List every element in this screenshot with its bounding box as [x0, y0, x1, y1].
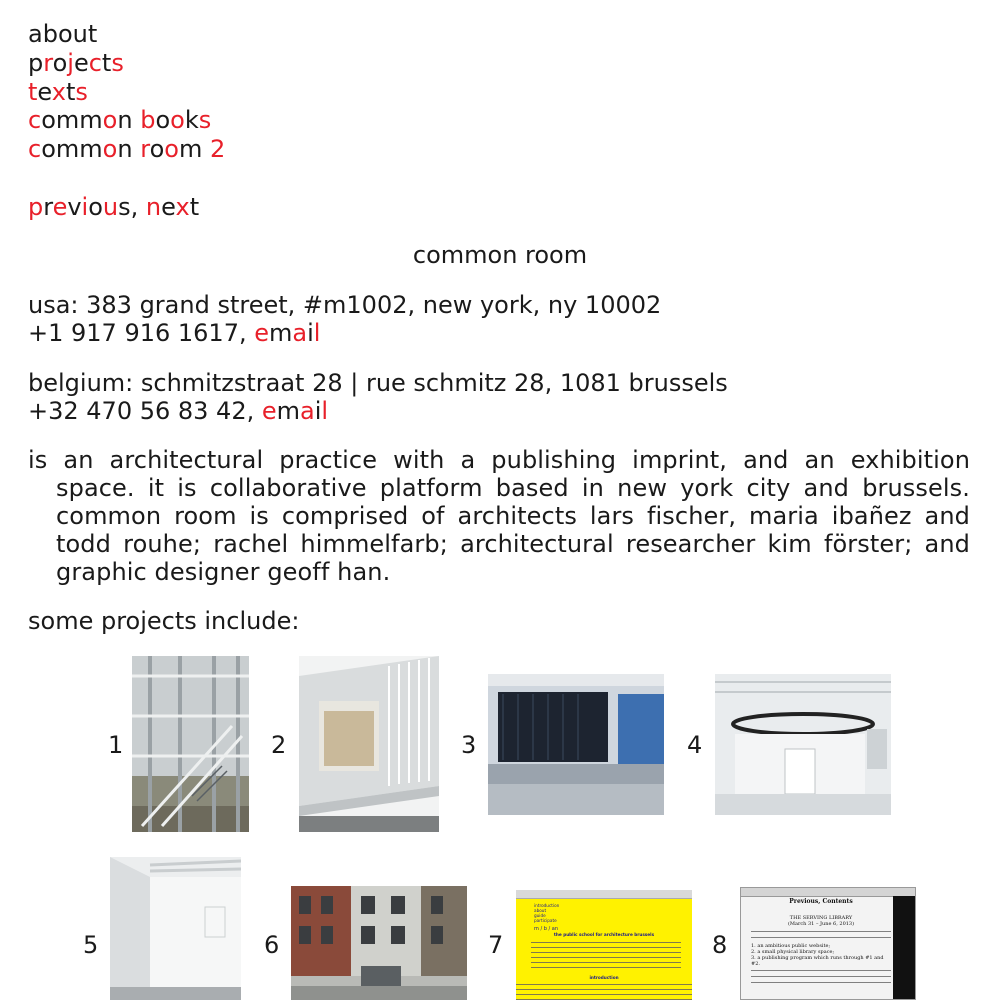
usa-phone: +1 917 916 1617,: [28, 319, 247, 347]
project-number: 7: [488, 931, 504, 959]
nav-common-books[interactable]: common books: [28, 106, 212, 135]
project-2-thumbnail[interactable]: [299, 656, 439, 832]
usa-contact: [28, 291, 661, 347]
projects-heading: some projects include:: [28, 607, 300, 635]
project-5-thumbnail[interactable]: [110, 857, 241, 1000]
thumb7-subheading: introduction: [589, 975, 619, 980]
belgium-email-link[interactable]: email: [261, 397, 329, 425]
previous-link[interactable]: previous: [28, 193, 131, 221]
thumb7-menu-item: guide: [534, 913, 546, 918]
belgium-contact: [28, 369, 728, 425]
thumb7-page: [516, 898, 692, 1000]
project-7-thumbnail[interactable]: [516, 890, 692, 1000]
thumb7-menu: [534, 903, 559, 932]
thumb7-menu-item: participate: [534, 918, 557, 923]
next-link[interactable]: next: [145, 193, 200, 221]
thumb7-menu-item: introduction: [534, 903, 560, 908]
thumb7-menu-item: about: [534, 908, 547, 913]
pager: [28, 193, 199, 221]
thumb8-body-text: [751, 970, 891, 988]
project-number: 4: [687, 731, 703, 759]
thumb7-logo: m / b / an: [534, 926, 559, 932]
usa-email-link[interactable]: email: [254, 319, 321, 347]
project-number: 1: [108, 731, 124, 759]
nav-texts[interactable]: texts: [28, 77, 88, 106]
project-number: 6: [264, 931, 280, 959]
thumb8-dates: (March 31 – June 6, 2013): [787, 921, 855, 928]
thumb7-body-text: [531, 942, 681, 970]
project-4-thumbnail[interactable]: [715, 674, 891, 815]
project-6-thumbnail[interactable]: [291, 886, 467, 1000]
thumb8-page: [751, 899, 891, 988]
usa-phone-line: [28, 319, 661, 347]
thumb7-body-text: [516, 984, 692, 1000]
thumb8-list-item: 1. an ambitious public website;: [751, 942, 831, 949]
thumb8-list-item: 2. a small physical library space;: [751, 948, 835, 955]
project-number: 8: [712, 931, 728, 959]
thumb8-heading: Previous, Contents: [789, 898, 853, 905]
project-number: 5: [83, 931, 99, 959]
nav-projects[interactable]: projects: [28, 48, 124, 77]
thumb8-title: THE SERVING LIBRARY: [789, 915, 853, 922]
project-3-thumbnail[interactable]: [488, 674, 664, 815]
nav-common-room-2[interactable]: common room 2: [28, 135, 226, 164]
thumb8-body-text: [751, 931, 891, 943]
page-title: common room: [412, 241, 588, 269]
project-number: 2: [271, 731, 287, 759]
project-8-thumbnail[interactable]: [740, 887, 916, 1000]
project-1-thumbnail[interactable]: [132, 656, 249, 832]
project-number: 3: [461, 731, 477, 759]
description: is an architectural practice with a publishing imprint, and an exhibition space. it is collaborative platform based in new york city and brussels. common room is comprised of architects lars fischer, maria ibañez and todd rouhe; rachel himmelfarb; architectural researcher kim förster; and graphic designer geoff han.: [28, 446, 970, 586]
thumb8-list-item: 3. a publishing program which runs through #1 and #2.: [751, 955, 884, 968]
belgium-address: belgium: schmitzstraat 28 | rue schmitz 28, 1081 brussels: [28, 369, 728, 397]
browser-titlebar: [741, 888, 915, 897]
main-nav: [28, 20, 225, 164]
belgium-phone: +32 470 56 83 42,: [28, 397, 255, 425]
thumb8-dark-edge: [893, 896, 915, 1000]
thumb7-heading: the public school for architecture brussels: [553, 932, 655, 937]
belgium-phone-line: [28, 397, 728, 425]
pager-separator: ,: [130, 193, 139, 221]
usa-address: usa: 383 grand street, #m1002, new york, ny 10002: [28, 291, 662, 319]
nav-about[interactable]: about: [28, 20, 98, 48]
